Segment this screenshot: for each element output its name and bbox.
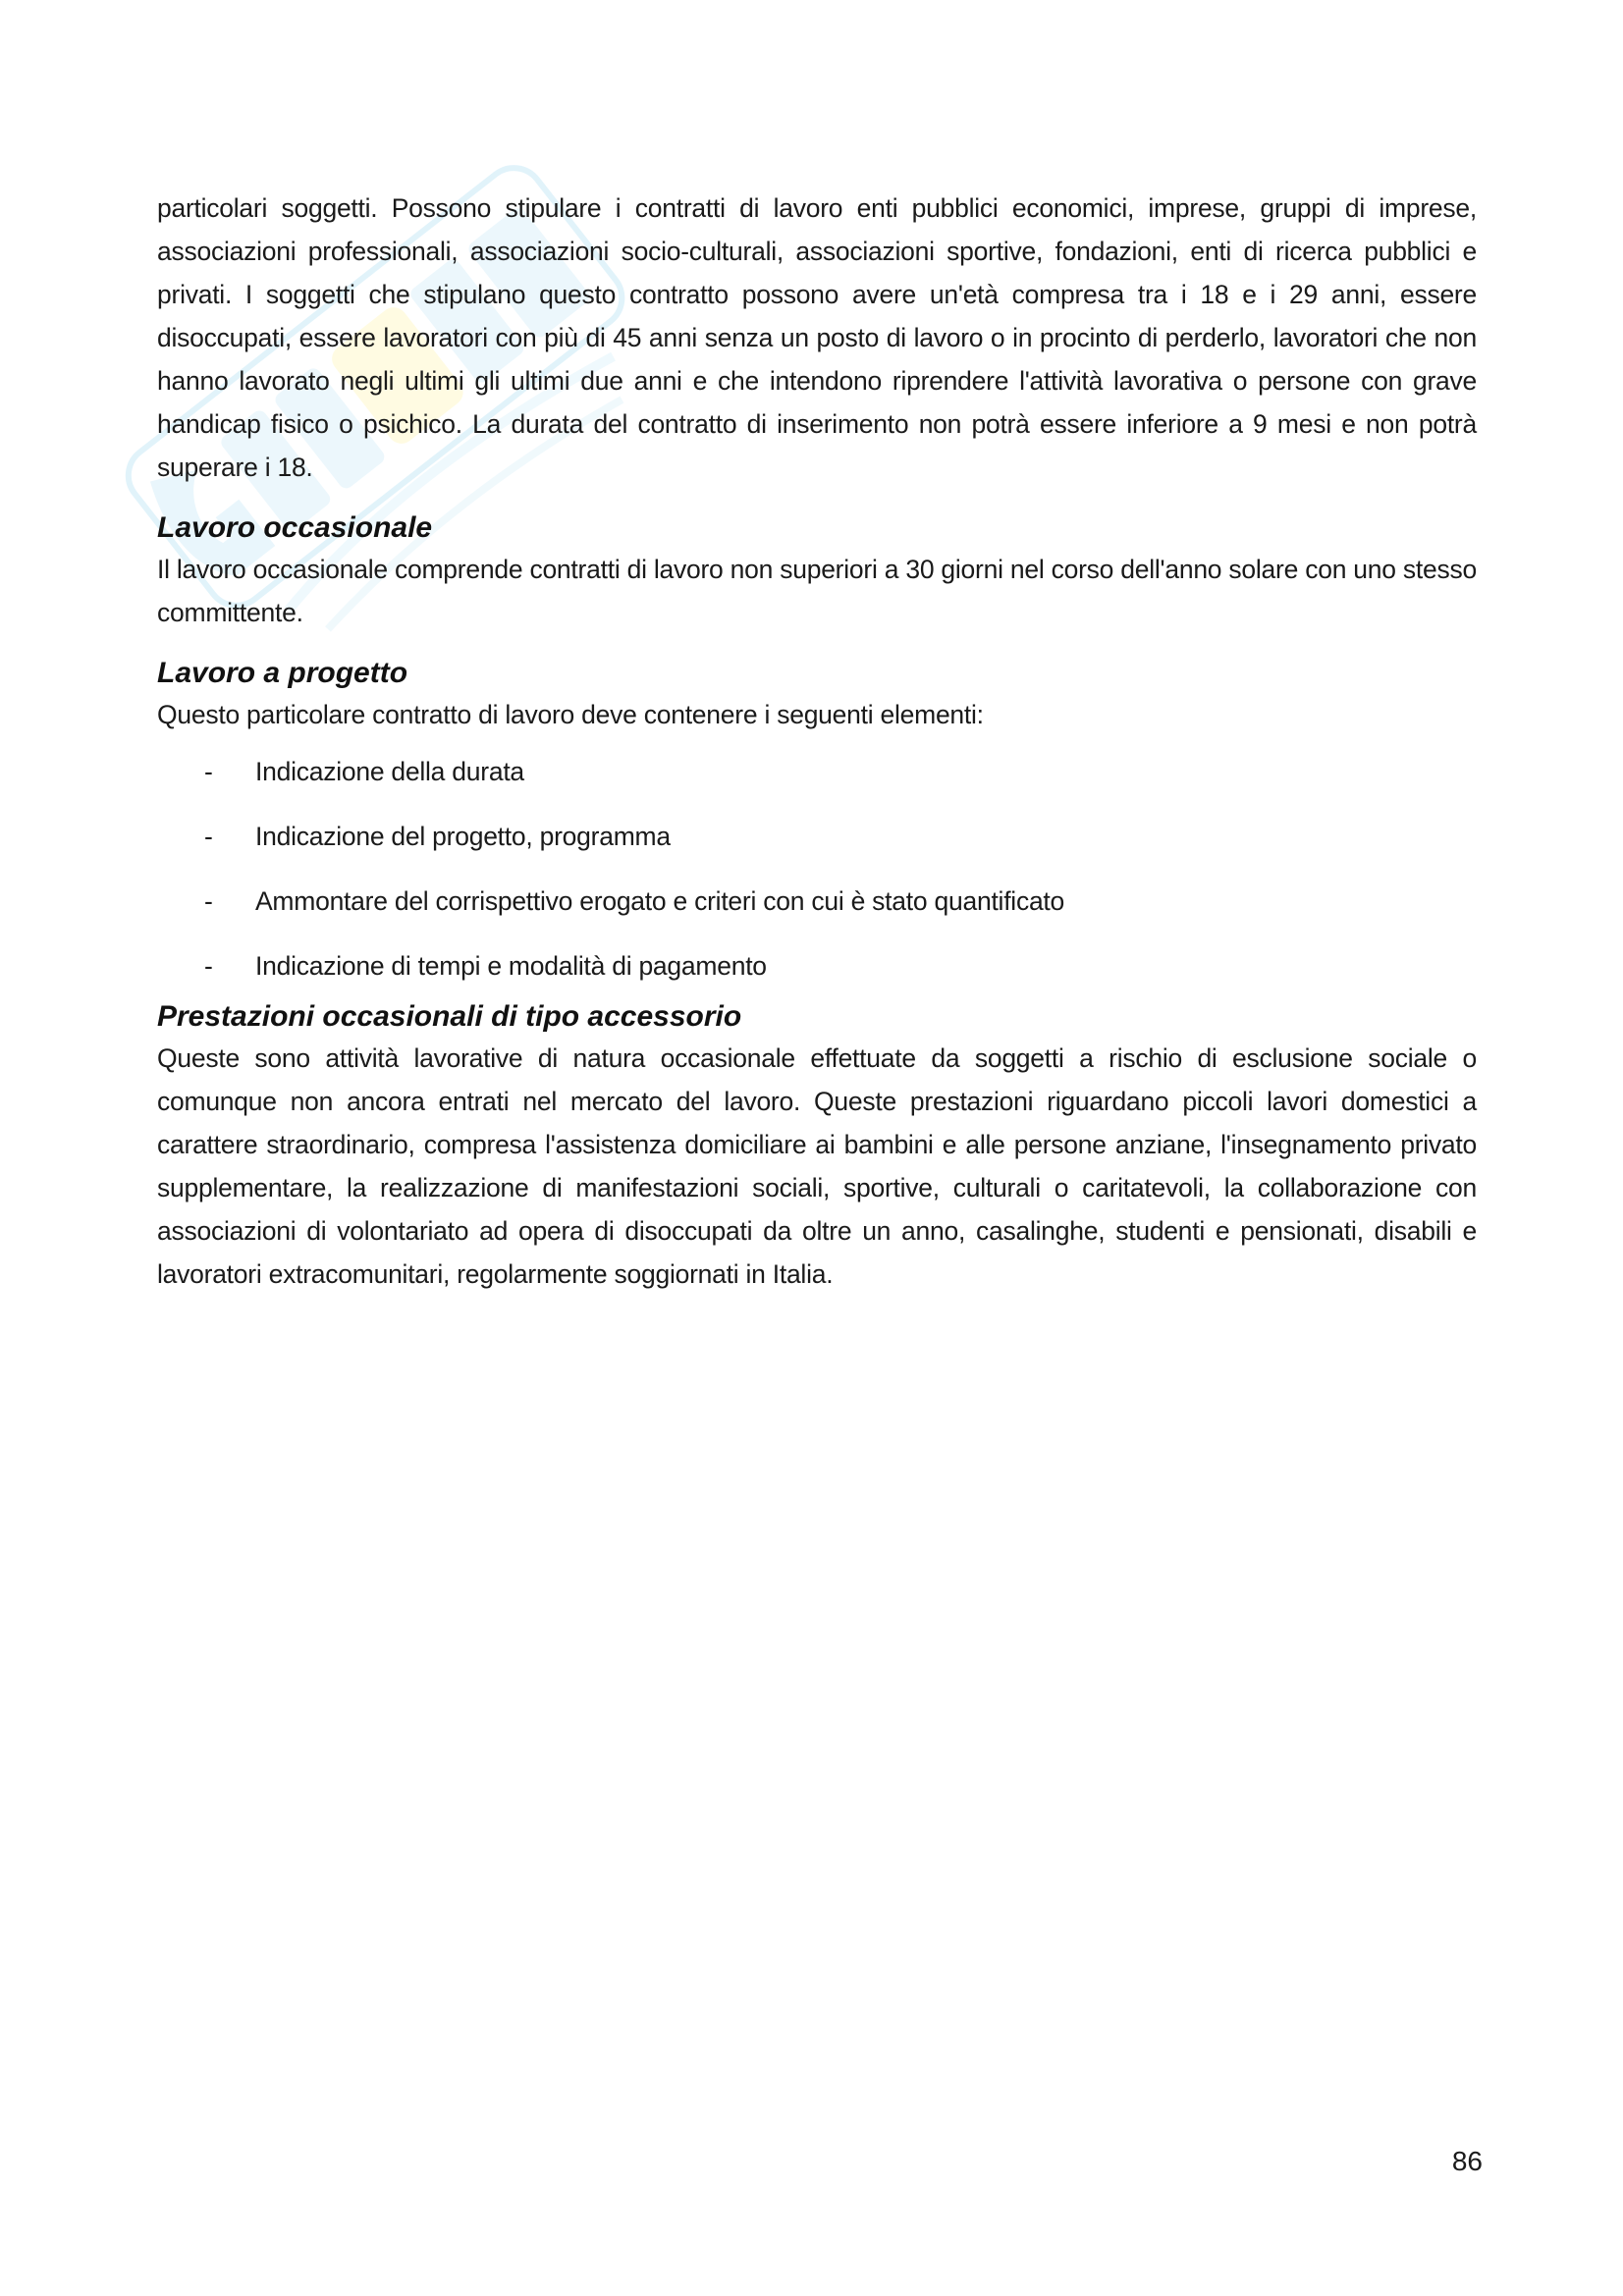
section-heading-prestazioni-occasionali: Prestazioni occasionali di tipo accessorio [157,1000,742,1033]
list-item [157,750,1477,793]
bullet-dash: - [204,951,213,981]
elements-list [157,750,1477,988]
bullet-dash: - [204,757,213,786]
list-item [157,815,1477,858]
section-body-prestazioni-occasionali: Queste sono attività lavorative di natura occasionale effettuate da soggetti a rischio di esclusione sociale o comunque non ancora entrati nel mercato del lavoro. Queste prestazioni riguardano piccoli lavori domestici a carattere straordinario, compresa l'assistenza domiciliare ai bambini e alle persone anziane, l'insegnamento privato supplementare, la realizzazione di manifestazioni sociali, sportive, culturali o caritatevoli, la collaborazione con associazioni di volontariato ad opera di disoccupati da oltre un anno, casalinghe, studenti e pensionati, disabili e lavoratori extracomunitari, regolarmente soggiornati in Italia. [157,1043,1477,1289]
bullet-dash: - [204,822,213,851]
intro-paragraph: particolari soggetti. Possono stipulare i contratti di lavoro enti pubblici economici, imprese, gruppi di imprese, associazioni professionali, associazioni socio-culturali, associazioni sportive, fondazioni, enti di ricerca pubblici e privati. I soggetti che stipulano questo contratto possono avere un'età compresa tra i 18 e i 29 anni, essere disoccupati, essere lavoratori con più di 45 anni senza un posto di lavoro o in procinto di perderlo, lavoratori che non hanno lavorato negli ultimi gli ultimi due anni e che intendono riprendere l'attività lavorativa o persone con grave handicap fisico o psichico. La durata del contratto di inserimento non potrà essere inferiore a 9 mesi e non potrà superare i 18. [157,193,1477,482]
list-item-text: Indicazione del progetto, programma [255,822,671,851]
list-item [157,880,1477,923]
section-heading-lavoro-a-progetto: Lavoro a progetto [157,657,408,689]
list-item-text: Indicazione della durata [255,757,524,786]
list-item-text: Ammontare del corrispettivo erogato e criteri con cui è stato quantificato [255,886,1065,916]
list-item-text: Indicazione di tempi e modalità di pagamento [255,951,767,981]
section-body-lavoro-occasionale: Il lavoro occasionale comprende contratti di lavoro non superiori a 30 giorni nel corso dell'anno solare con uno stesso committente. [157,555,1477,627]
document-body [157,187,1477,1296]
list-item [157,944,1477,988]
section-heading-lavoro-occasionale: Lavoro occasionale [157,511,433,544]
page-number: 86 [1451,2146,1483,2176]
section-body-lavoro-a-progetto: Questo particolare contratto di lavoro deve contenere i seguenti elementi: [157,700,984,729]
bullet-dash: - [204,886,213,916]
